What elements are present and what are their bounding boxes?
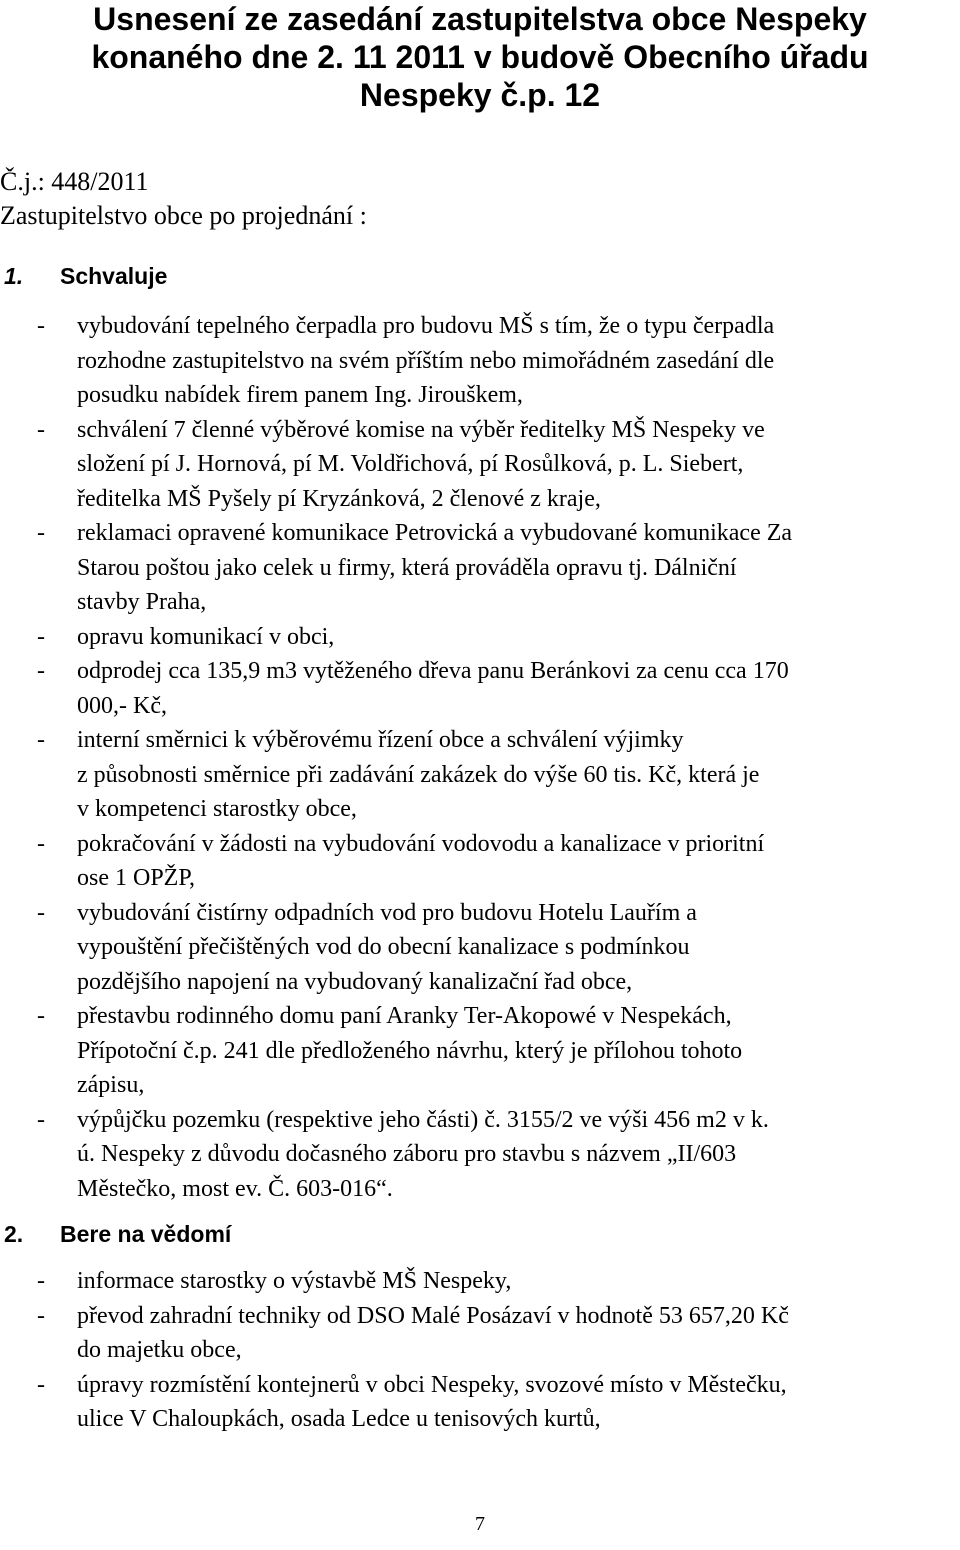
list-marker: - — [37, 727, 45, 753]
title-line-1: Usnesení ze zasedání zastupitelstva obce Nespeky — [93, 1, 867, 37]
approves-list — [0, 309, 960, 1206]
item-line: odprodej cca 135,9 m3 vytěženého dřeva panu Beránkovi za cenu cca 170 — [77, 658, 789, 684]
item-line: rozhodne zastupitelstvo na svém příštím nebo mimořádném zasedání dle — [77, 347, 775, 374]
item-line: vypouštění přečištěných vod do obecní kanalizace s podmínkou — [77, 934, 690, 960]
list-item — [0, 620, 960, 655]
list-item — [0, 723, 960, 827]
list-marker: - — [37, 623, 45, 650]
item-line: vybudování tepelného čerpadla pro budovu MŠ s tím, že o typu čerpadla — [77, 313, 775, 339]
item-line: ú. Nespeky z důvodu dočasného záboru pro stavbu s názvem „II/603 — [77, 1141, 737, 1167]
list-item — [0, 1264, 960, 1299]
item-line: zápisu, — [77, 1072, 145, 1098]
title-line-2: konaného dne 2. 11 2011 v budově Obecního úřadu — [91, 39, 869, 75]
document-title — [0, 0, 960, 114]
list-item — [0, 827, 960, 896]
item-line: z působnosti směrnice při zadávání zakázek do výše 60 tis. Kč, která je — [77, 761, 760, 788]
item-line: ose 1 OPŽP, — [77, 865, 196, 891]
item-line: výpůjčku pozemku (respektive jeho části) č. 3155/2 ve výši 456 m2 v k. — [77, 1106, 769, 1133]
item-line: ředitelka MŠ Pyšely pí Kryzánková, 2 členové z kraje, — [77, 485, 601, 512]
list-item — [0, 516, 960, 620]
section-number: 2. — [4, 1221, 24, 1247]
item-line: ulice V Chaloupkách, osada Ledce u tenisových kurtů, — [77, 1406, 601, 1432]
item-line: úpravy rozmístění kontejnerů v obci Nespeky, svozové místo v Městečku, — [77, 1371, 787, 1398]
item-line: převod zahradní techniky od DSO Malé Posázaví v hodnotě 53 657,20 Kč — [77, 1302, 789, 1329]
list-marker: - — [37, 520, 45, 546]
item-line: pokračování v žádosti na vybudování vodovodu a kanalizace v prioritní — [77, 830, 765, 857]
list-marker: - — [37, 830, 45, 857]
section-heading-acknowledges — [0, 1219, 231, 1249]
item-line: schválení 7 členné výběrové komise na výběr ředitelky MŠ Nespeky ve — [77, 416, 765, 443]
list-marker: - — [37, 1106, 45, 1133]
list-marker: - — [37, 658, 45, 684]
item-line: reklamaci opravené komunikace Petrovická a vybudované komunikace Za — [77, 520, 793, 546]
item-line: opravu komunikací v obci, — [77, 623, 335, 650]
list-item — [0, 999, 960, 1103]
item-line: Starou poštou jako celek u firmy, která prováděla opravu tj. Dálniční — [77, 554, 737, 581]
intro-text: Zastupitelstvo obce po projednání : — [0, 201, 367, 230]
item-line: interní směrnici k výběrovému řízení obce a schválení výjimky — [77, 727, 684, 753]
section-title: Bere na vědomí — [60, 1221, 232, 1247]
item-line: stavby Praha, — [77, 589, 207, 615]
list-item — [0, 1368, 960, 1437]
item-line: v kompetenci starostky obce, — [77, 796, 357, 822]
list-item — [0, 896, 960, 1000]
item-line: Přípotoční č.p. 241 dle předloženého návrhu, který je přílohou tohoto — [77, 1037, 743, 1064]
section-heading-approves — [0, 261, 167, 291]
list-marker: - — [37, 1302, 45, 1329]
reference-number: Č.j.: 448/2011 — [0, 167, 149, 196]
list-marker: - — [37, 313, 45, 339]
acknowledges-list — [0, 1264, 960, 1437]
section-title: Schvaluje — [60, 263, 168, 289]
item-line: vybudování čistírny odpadních vod pro budovu Hotelu Lauřím a — [77, 899, 697, 926]
page-number: 7 — [475, 1513, 485, 1535]
section-number: 1. — [4, 263, 24, 289]
item-line: přestavbu rodinného domu paní Aranky Ter-Akopowé v Nespekách, — [77, 1003, 732, 1029]
list-item — [0, 654, 960, 723]
list-marker: - — [37, 1268, 45, 1294]
item-line: 000,- Kč, — [77, 692, 167, 719]
item-line: informace starostky o výstavbě MŠ Nespeky, — [77, 1268, 512, 1294]
list-marker: - — [37, 1003, 45, 1029]
item-line: Městečko, most ev. Č. 603-016“. — [77, 1175, 393, 1202]
item-line: do majetku obce, — [77, 1337, 242, 1363]
list-item — [0, 413, 960, 517]
item-line: složení pí J. Hornová, pí M. Voldřichová, pí Rosůlková, p. L. Siebert, — [77, 451, 744, 477]
list-marker: - — [37, 1371, 45, 1398]
list-item — [0, 1299, 960, 1368]
list-marker: - — [37, 899, 45, 926]
title-line-3: Nespeky č.p. 12 — [359, 77, 601, 113]
list-item — [0, 1103, 960, 1207]
list-marker: - — [37, 416, 45, 443]
item-line: posudku nabídek firem panem Ing. Jirouškem, — [77, 382, 523, 408]
item-line: pozdějšího napojení na vybudovaný kanalizační řad obce, — [77, 968, 633, 995]
list-item — [0, 309, 960, 413]
